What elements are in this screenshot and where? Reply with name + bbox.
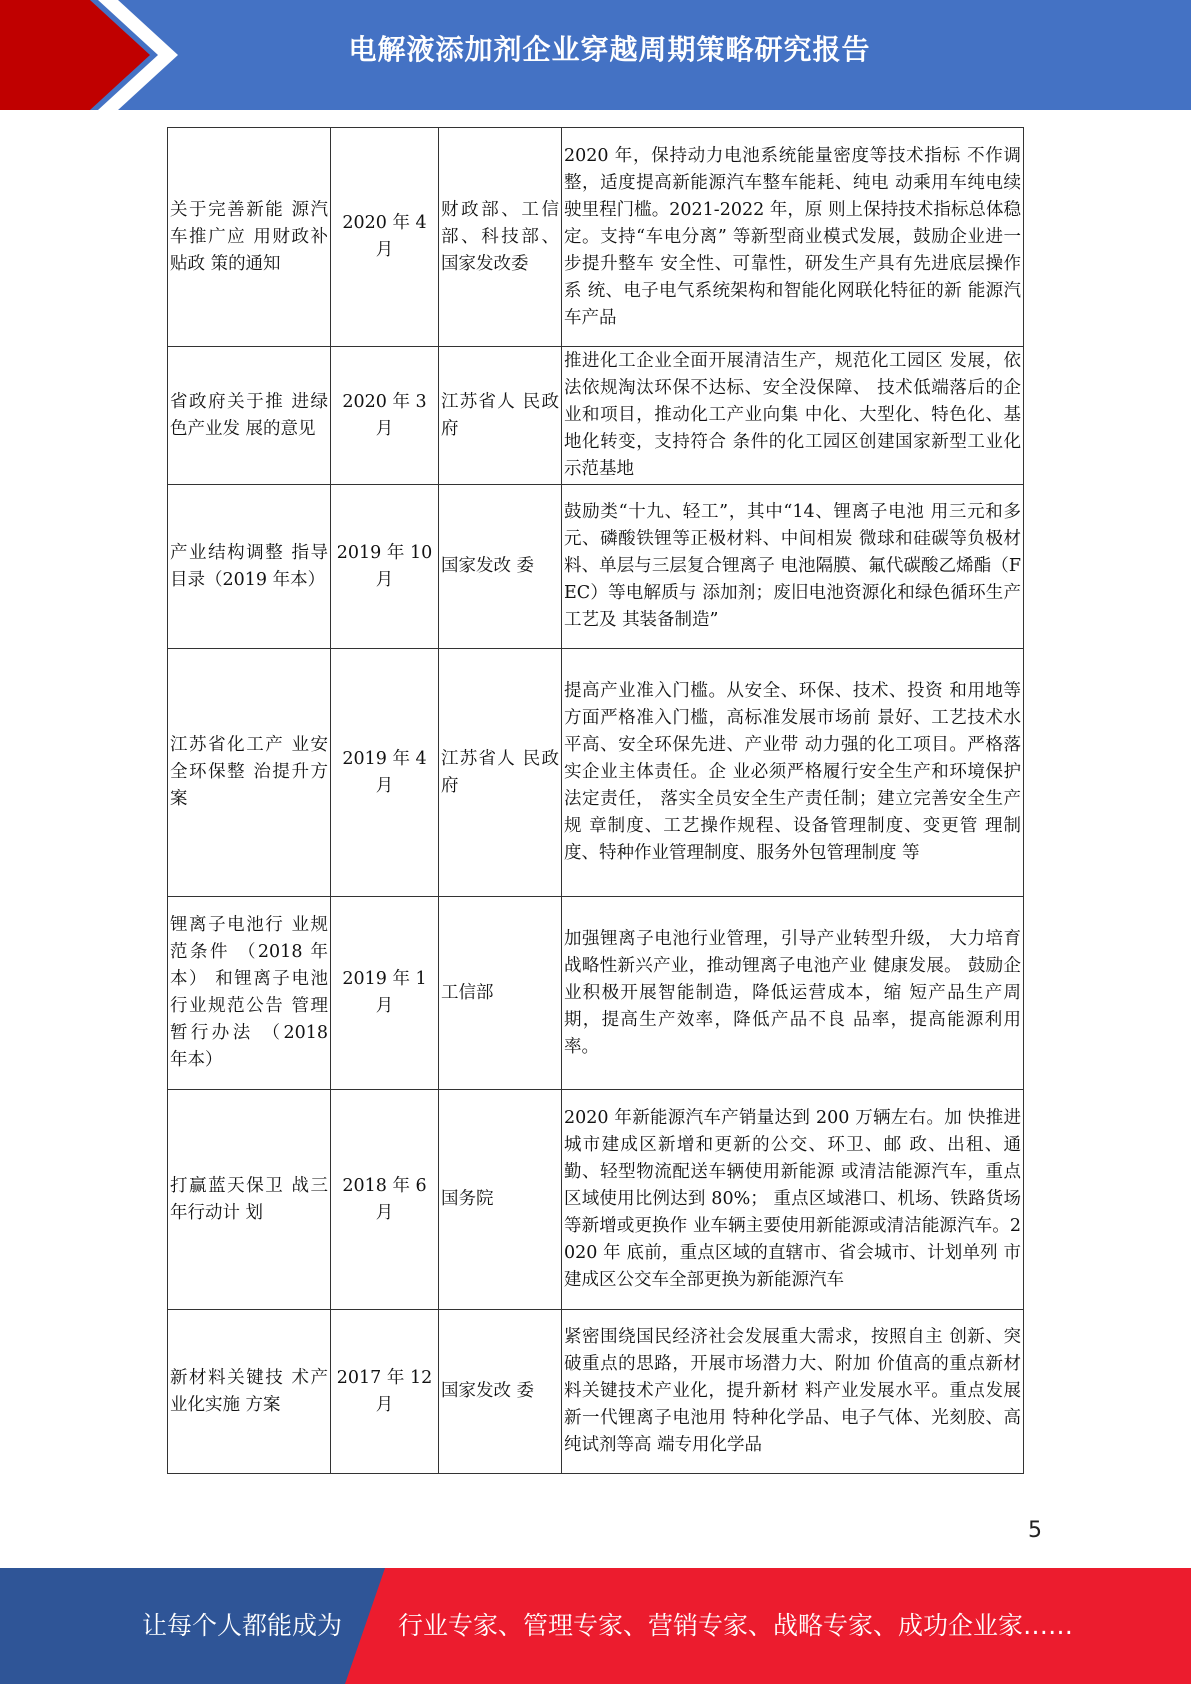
table-row: [168, 128, 1024, 347]
footer-slogan-left: 让每个人都能成为: [142, 1611, 343, 1640]
table-row: [168, 649, 1024, 897]
policy-content-cell: 鼓励类“十九、轻工”，其中“14、锂离子电池 用三元和多元、磷酸铁锂等正极材料、中间相炭 微球和硅碳等负极材料、单层与三层复合锂离子 电池隔膜、氟代碳酸乙烯酯（FEC）等电解质与 添加剂；废旧电池资源化和绿色循环生产工艺及 其装备制造”: [562, 485, 1024, 649]
policy-dept-cell: 江苏省人 民政府: [439, 649, 562, 897]
policy-name-cell: 锂离子电池行 业规范条件 （2018 年本） 和锂离子电池 行业规范公告 管理暂行办法 （2018 年本）: [168, 897, 331, 1090]
policy-content-cell: 2020 年新能源汽车产销量达到 200 万辆左右。加 快推进城市建成区新增和更新的公交、环卫、邮 政、出租、通勤、轻型物流配送车辆使用新能源 或清洁能源汽车，重点区域使用比例达到 80%； 重点区域港口、机场、铁路货场等新增或更换作 业车辆主要使用新能源或清洁能源汽车。2020 年 底前，重点区域的直辖市、省会城市、计划单列 市建成区公交车全部更换为新能源汽车: [562, 1090, 1024, 1310]
policy-name-cell: 关于完善新能 源汽车推广应 用财政补贴政 策的通知: [168, 128, 331, 347]
policy-date-cell: 2018 年 6 月: [331, 1090, 439, 1310]
table-row: [168, 485, 1024, 649]
policy-content-cell: 2020 年，保持动力电池系统能量密度等技术指标 不作调整，适度提高新能源汽车整车能耗、纯电 动乘用车纯电续驶里程门槛。2021-2022 年，原 则上保持技术指标总体稳定。支持“车电分离” 等新型商业模式发展，鼓励企业进一步提升整车 安全性、可靠性，研发生产具有先进底层操作系 统、电子电气系统架构和智能化网联化特征的新 能源汽车产品: [562, 128, 1024, 347]
policy-table: [167, 127, 1024, 1474]
page-footer: [0, 1568, 1191, 1684]
policy-content-cell: 提高产业准入门槛。从安全、环保、技术、投资 和用地等方面严格准入门槛，高标准发展市场前 景好、工艺技术水平高、安全环保先进、产业带 动力强的化工项目。严格落实企业主体责任。企 业必须严格履行安全生产和环境保护法定责任， 落实全员安全生产责任制；建立完善安全生产规 章制度、工艺操作规程、设备管理制度、变更管 理制度、特种作业管理制度、服务外包管理制度 等: [562, 649, 1024, 897]
policy-name-cell: 打赢蓝天保卫 战三年行动计 划: [168, 1090, 331, 1310]
page-header: [0, 0, 1191, 110]
table-row: [168, 1090, 1024, 1310]
policy-content-cell: 加强锂离子电池行业管理，引导产业转型升级， 大力培育战略性新兴产业，推动锂离子电池产业 健康发展。 鼓励企业积极开展智能制造，降低运营成本，缩 短产品生产周期，提高生产效率，降低产品不良 品率，提高能源利用率。: [562, 897, 1024, 1090]
footer-slogan-right: 行业专家、管理专家、营销专家、战略专家、成功企业家……: [398, 1611, 1074, 1640]
policy-dept-cell: 国家发改 委: [439, 485, 562, 649]
policy-dept-cell: 国务院: [439, 1090, 562, 1310]
policy-date-cell: 2019 年 4 月: [331, 649, 439, 897]
policy-name-cell: 产业结构调整 指导目录（2019 年本）: [168, 485, 331, 649]
policy-name-cell: 新材料关键技 术产业化实施 方案: [168, 1310, 331, 1474]
policy-name-cell: 省政府关于推 进绿色产业发 展的意见: [168, 347, 331, 485]
policy-content-cell: 推进化工企业全面开展清洁生产，规范化工园区 发展，依法依规淘汰环保不达标、安全没保障、 技术低端落后的企业和项目，推动化工产业向集 中化、大型化、特色化、基地化转变，支持符合 条件的化工园区创建国家新型工业化示范基地: [562, 347, 1024, 485]
policy-dept-cell: 工信部: [439, 897, 562, 1090]
table-row: [168, 897, 1024, 1090]
policy-dept-cell: 国家发改 委: [439, 1310, 562, 1474]
policy-date-cell: 2020 年 3 月: [331, 347, 439, 485]
page-number: 5: [1028, 1518, 1042, 1543]
report-title: 电解液添加剂企业穿越周期策略研究报告: [348, 33, 871, 66]
policy-name-cell: 江苏省化工产 业安全环保整 治提升方案: [168, 649, 331, 897]
policy-date-cell: 2020 年 4 月: [331, 128, 439, 347]
policy-date-cell: 2017 年 12 月: [331, 1310, 439, 1474]
table-row: [168, 347, 1024, 485]
policy-dept-cell: 江苏省人 民政府: [439, 347, 562, 485]
policy-dept-cell: 财政部、工信部、科技部、国家发改委: [439, 128, 562, 347]
policy-date-cell: 2019 年 10 月: [331, 485, 439, 649]
policy-content-cell: 紧密围绕国民经济社会发展重大需求，按照自主 创新、突破重点的思路，开展市场潜力大、附加 价值高的重点新材料关键技术产业化，提升新材 料产业发展水平。重点发展新一代锂离子电池用 特种化学品、电子气体、光刻胶、高纯试剂等高 端专用化学品: [562, 1310, 1024, 1474]
policy-date-cell: 2019 年 1 月: [331, 897, 439, 1090]
table-row: [168, 1310, 1024, 1474]
